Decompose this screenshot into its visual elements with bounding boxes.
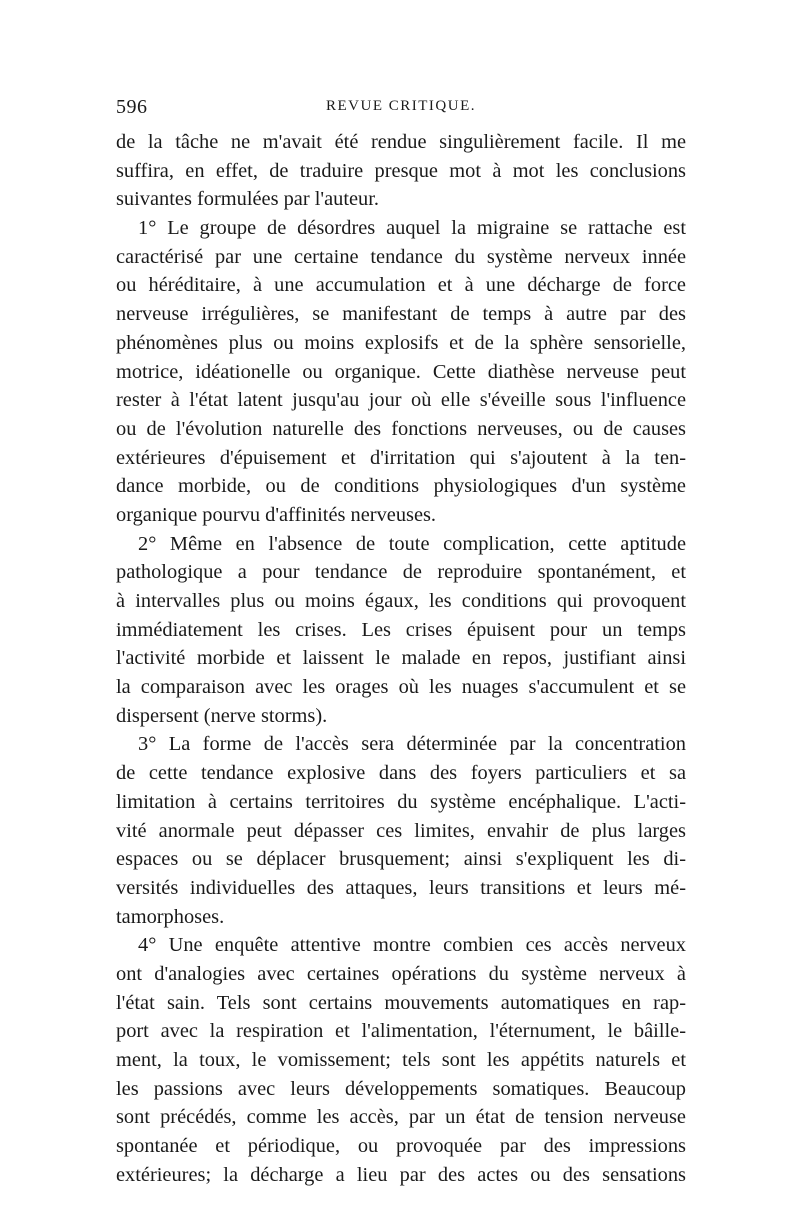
text-line: caractérisé par une certaine tendance du système nerveux innée xyxy=(116,245,686,268)
text-line: de cette tendance explosive dans des foyers particuliers et sa xyxy=(116,762,686,785)
text-line: ou héréditaire, à une accumulation et à une décharge de force xyxy=(116,274,686,297)
text-line: vité anormale peut dépasser ces limites, envahir de plus larges xyxy=(116,819,686,842)
body-text xyxy=(116,128,686,1189)
text-line: de la tâche ne m'avait été rendue singulièrement facile. Il me xyxy=(116,131,686,153)
text-line: l'activité morbide et laissent le malade en repos, justifiant ainsi xyxy=(116,647,686,670)
text-line: la comparaison avec les orages où les nuages s'accumulent et se xyxy=(116,676,686,699)
running-head xyxy=(116,96,686,124)
text-line: ont d'analogies avec certaines opérations du système nerveux à xyxy=(116,962,686,985)
text-line: 3° La forme de l'accès sera déterminée par la concentration xyxy=(138,733,686,756)
text-line: versités individuelles des attaques, leurs transitions et leurs mé- xyxy=(116,876,686,899)
text-line: phénomènes plus ou moins explosifs et de la sphère sensorielle, xyxy=(116,331,686,354)
text-line: 2° Même en l'absence de toute complication, cette aptitude xyxy=(138,532,686,555)
text-line: suffira, en effet, de traduire presque mot à mot les conclusions xyxy=(116,159,686,182)
text-line: 1° Le groupe de désordres auquel la migraine se rattache est xyxy=(138,217,686,240)
text-line: pathologique a pour tendance de reproduire spontanément, et xyxy=(116,561,686,584)
text-line: tamorphoses. xyxy=(116,905,225,928)
text-line: limitation à certains territoires du système encéphalique. L'acti- xyxy=(116,790,686,813)
text-line: suivantes formulées par l'auteur. xyxy=(116,188,380,211)
text-line: 4° Une enquête attentive montre combien ces accès nerveux xyxy=(138,934,686,957)
text-line: à intervalles plus ou moins égaux, les conditions qui provoquent xyxy=(116,590,686,612)
text-line: immédiatement les crises. Les crises épuisent pour un temps xyxy=(116,618,686,641)
text-line: motrice, idéationelle ou organique. Cette diathèse nerveuse peut xyxy=(116,360,686,383)
page-number: 596 xyxy=(116,96,148,118)
text-line: nerveuse irrégulières, se manifestant de temps à autre par des xyxy=(116,303,686,326)
text-line: spontanée et périodique, ou provoquée par des impressions xyxy=(116,1135,686,1158)
running-title: REVUE CRITIQUE. xyxy=(326,98,476,114)
text-line: dance morbide, ou de conditions physiologiques d'un système xyxy=(116,475,686,498)
text-line: port avec la respiration et l'alimentation, l'éternument, le bâille- xyxy=(116,1020,686,1043)
text-line: extérieures; la décharge a lieu par des actes ou des sensations xyxy=(116,1163,686,1186)
text-line: extérieures d'épuisement et d'irritation qui s'ajoutent à la ten- xyxy=(116,446,686,469)
text-line: rester à l'état latent jusqu'au jour où elle s'éveille sous l'influence xyxy=(116,389,686,412)
text-line: sont précédés, comme les accès, par un état de tension nerveuse xyxy=(116,1106,686,1129)
text-line: espaces ou se déplacer brusquement; ainsi s'expliquent les di- xyxy=(116,848,686,871)
text-line: ment, la toux, le vomissement; tels sont les appétits naturels et xyxy=(116,1049,686,1071)
text-line: organique pourvu d'affinités nerveuses. xyxy=(116,503,437,526)
text-line: ou de l'évolution naturelle des fonctions nerveuses, ou de causes xyxy=(116,417,686,440)
text-line: l'état sain. Tels sont certains mouvements automatiques en rap- xyxy=(116,991,686,1014)
text-line: dispersent (nerve storms). xyxy=(116,704,328,727)
text-line: les passions avec leurs développements somatiques. Beaucoup xyxy=(116,1077,686,1100)
